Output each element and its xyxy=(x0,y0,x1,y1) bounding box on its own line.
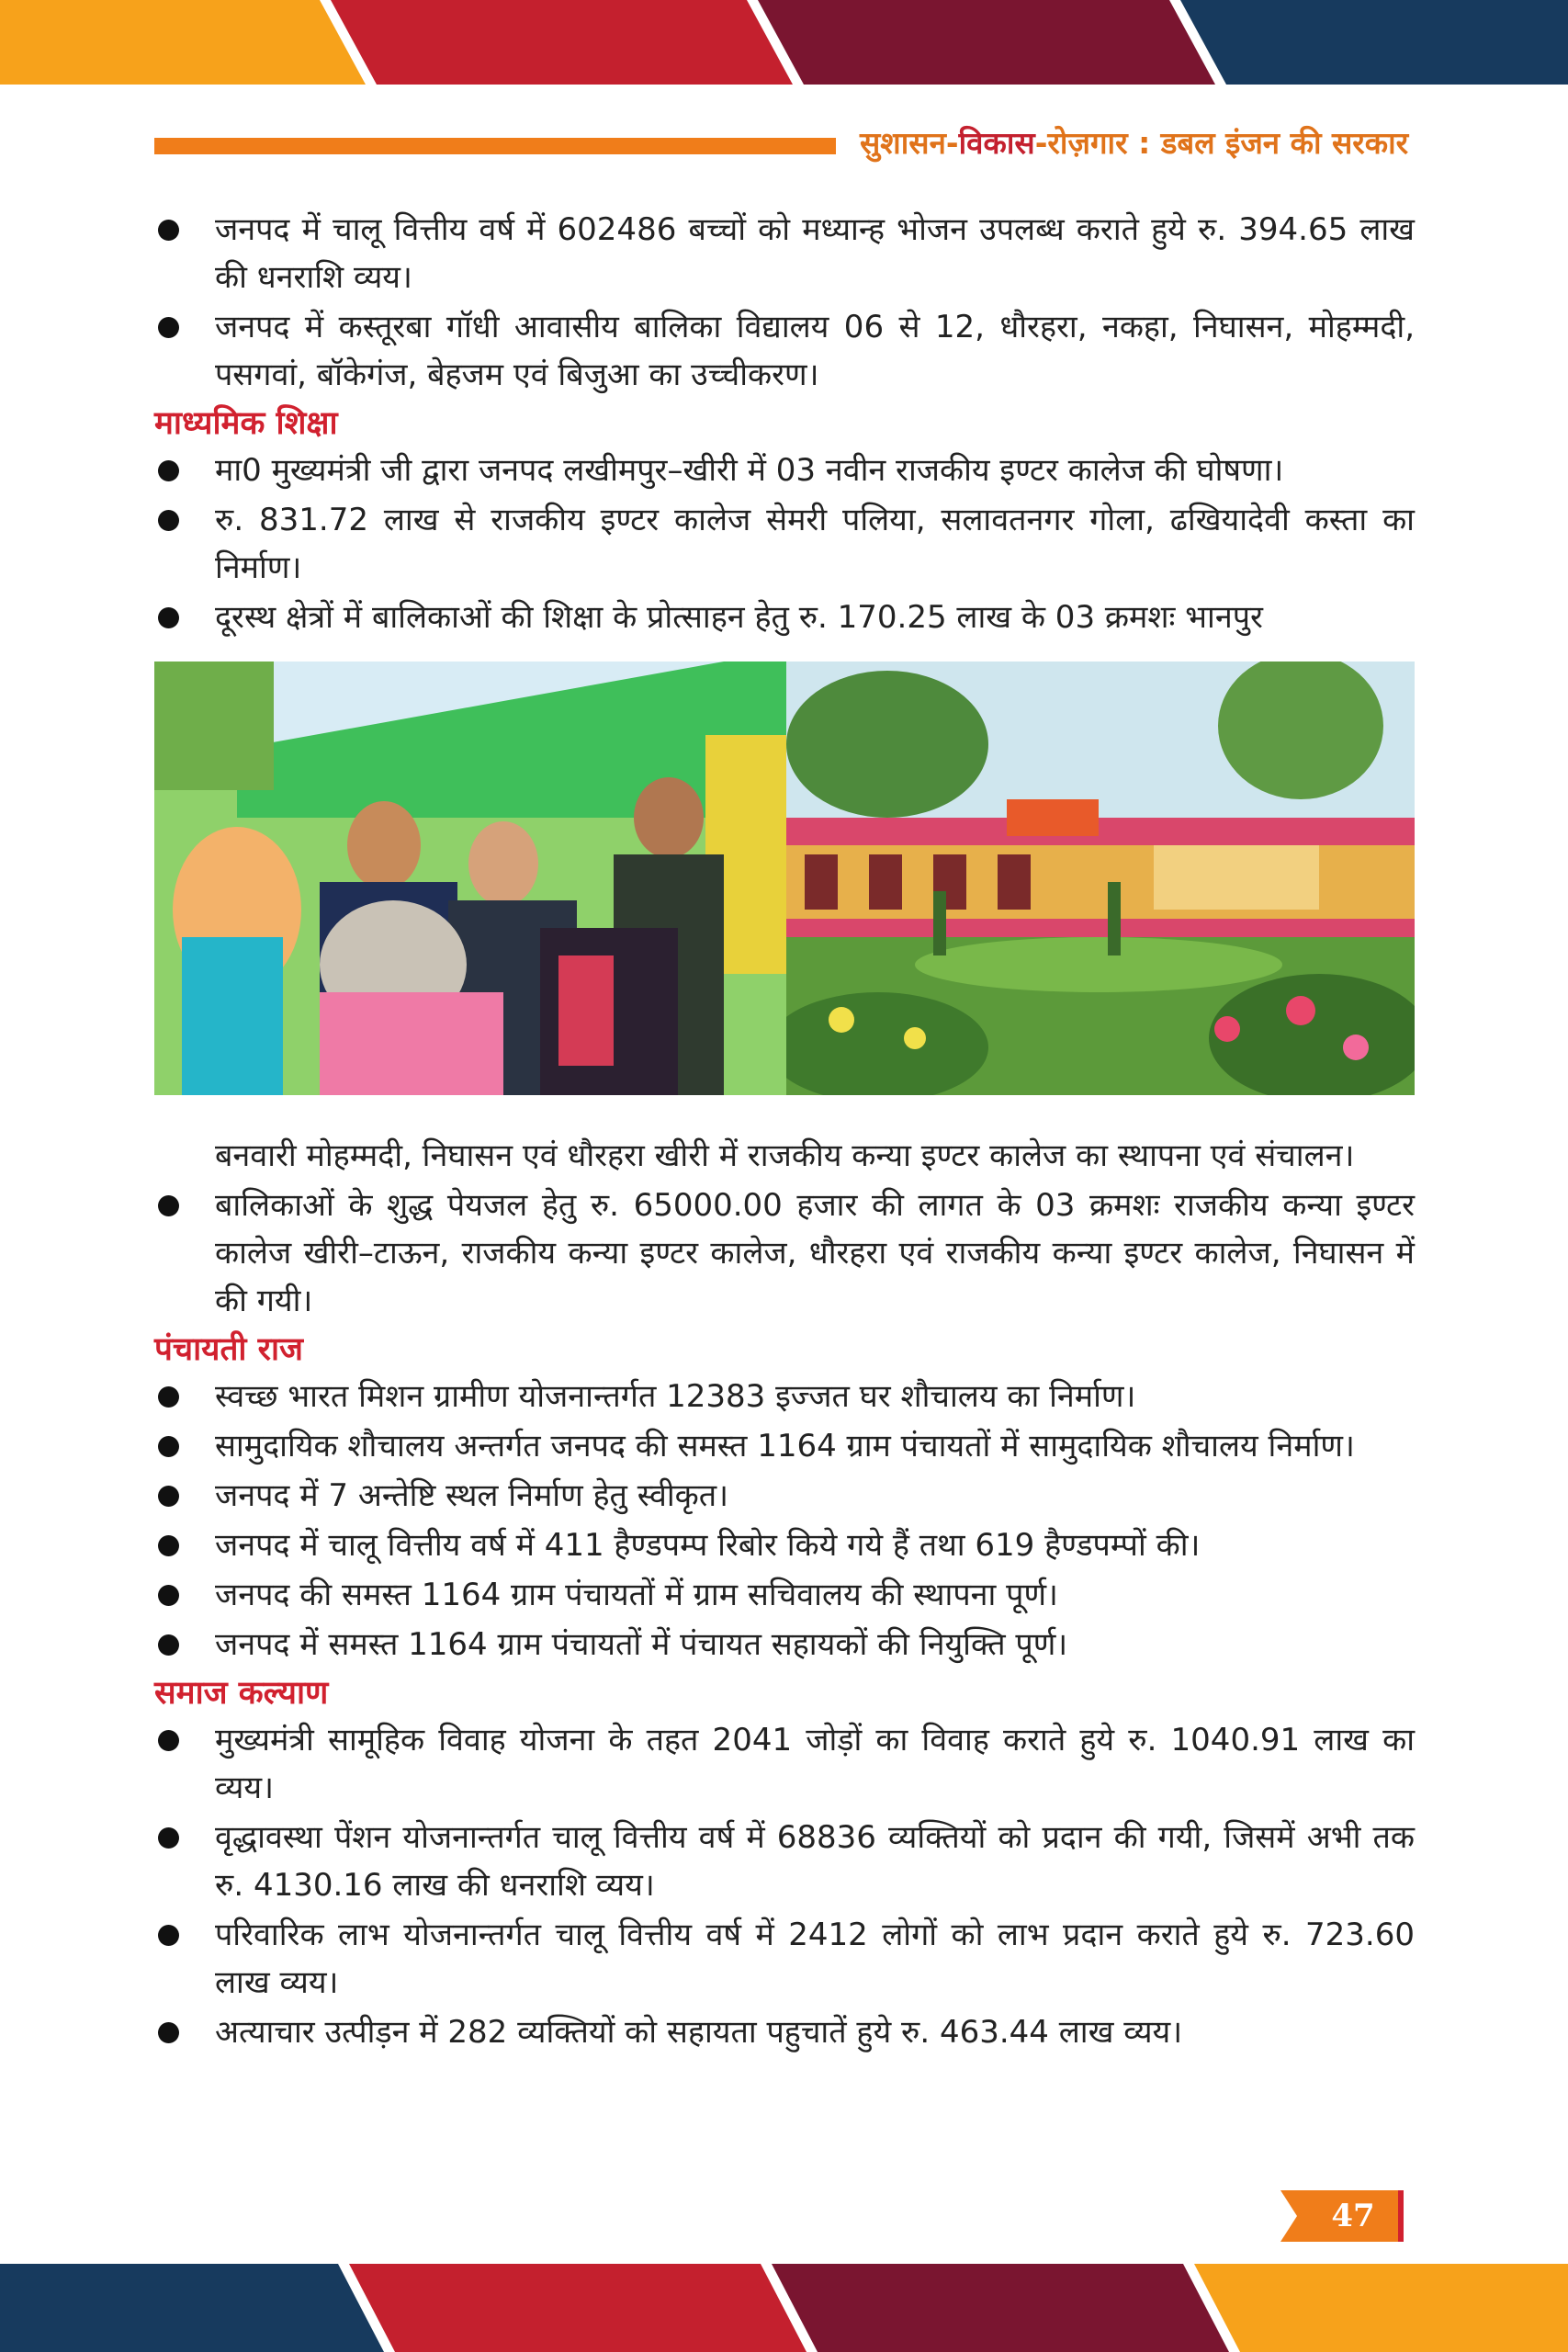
list-item: जनपद में कस्तूरबा गॉधी आवासीय बालिका विद्यालय 06 से 12, धौरहरा, नकहा, निघासन, मोहम्मदी, पसगवां, बॉकेगंज, बेहजम एवं बिजुआ का उच्चीकरण। xyxy=(154,303,1415,399)
page-number-badge xyxy=(1280,2190,1409,2242)
header-title-part3: -रोज़गार : डबल इंजन की सरकार xyxy=(1034,125,1409,161)
bullet-list xyxy=(154,1373,1415,1668)
header-title-part2: विकास xyxy=(958,125,1035,161)
list-item: स्वच्छ भारत मिशन ग्रामीण योजनान्तर्गत 12383 इज्जत घर शौचालय का निर्माण। xyxy=(154,1373,1415,1420)
section-heading-social-welfare: समाज कल्याण xyxy=(154,1675,329,1712)
top-decorative-band xyxy=(0,0,1568,85)
list-item: बालिकाओं के शुद्ध पेयजल हेतु रु. 65000.00 हजार की लागत के 03 क्रमशः राजकीय कन्या इण्टर कालेज खीरी–टाऊन, राजकीय कन्या इण्टर कालेज, धौरहरा एवं राजकीय कन्या इण्टर कालेज, निघासन में की गयी। xyxy=(154,1182,1415,1325)
content-block-top xyxy=(154,206,1415,643)
header-title-part1: सुशासन- xyxy=(860,125,959,161)
photo-strip xyxy=(154,662,1415,1095)
list-item: अत्याचार उत्पीड़न में 282 व्यक्तियों को सहायता पहुचातें हुये रु. 463.44 लाख व्यय। xyxy=(154,2008,1415,2056)
people-gathering-photo xyxy=(154,662,786,1095)
school-garden-photo xyxy=(786,662,1415,1095)
list-item-continuation: बनवारी मोहम्मदी, निघासन एवं धौरहरा खीरी में राजकीय कन्या इण्टर कालेज का स्थापना एवं संचालन। xyxy=(215,1137,1355,1174)
bottom-decorative-band xyxy=(0,2264,1568,2352)
header-title xyxy=(860,123,1411,164)
list-item: जनपद में चालू वित्तीय वर्ष में 411 हैण्डपम्प रिबोर किये गये हैं तथा 619 हैण्डपम्पों की। xyxy=(154,1521,1415,1569)
content-block-bottom xyxy=(154,1132,1415,2058)
list-item: दूरस्थ क्षेत्रों में बालिकाओं की शिक्षा के प्रोत्साहन हेतु रु. 170.25 लाख के 03 क्रमशः भानपुर xyxy=(154,594,1415,641)
list-item: रु. 831.72 लाख से राजकीय इण्टर कालेज सेमरी पलिया, सलावतनगर गोला, ढखियादेवी कस्ता का निर्माण। xyxy=(154,496,1415,592)
section-heading-secondary-education: माध्यमिक शिक्षा xyxy=(154,405,338,442)
list-item: जनपद में चालू वित्तीय वर्ष में 602486 बच्चों को मध्यान्ह भोजन उपलब्ध कराते हुये रु. 394.65 लाख की धनराशि व्यय। xyxy=(154,206,1415,301)
page-number: 47 xyxy=(1331,2198,1375,2234)
list-item: जनपद में 7 अन्तेष्टि स्थल निर्माण हेतु स्वीकृत। xyxy=(154,1472,1415,1520)
list-item: जनपद में समस्त 1164 ग्राम पंचायतों में पंचायत सहायकों की नियुक्ति पूर्ण। xyxy=(154,1621,1415,1668)
list-item: सामुदायिक शौचालय अन्तर्गत जनपद की समस्त 1164 ग्राम पंचायतों में सामुदायिक शौचालय निर्माण। xyxy=(154,1422,1415,1470)
bullet-list xyxy=(154,1182,1415,1325)
list-item: मुख्यमंत्री सामूहिक विवाह योजना के तहत 2041 जोड़ों का विवाह कराते हुये रु. 1040.91 लाख का व्यय। xyxy=(154,1716,1415,1812)
bullet-list xyxy=(154,1716,1415,2056)
bullet-list xyxy=(154,447,1415,641)
list-item: जनपद की समस्त 1164 ग्राम पंचायतों में ग्राम सचिवालय की स्थापना पूर्ण। xyxy=(154,1571,1415,1619)
header-rule xyxy=(154,138,836,154)
list-item: वृद्धावस्था पेंशन योजनान्तर्गत चालू वित्तीय वर्ष में 68836 व्यक्तियों को प्रदान की गयी, जिसमें अभी तक रु. 4130.16 लाख की धनराशि व्यय। xyxy=(154,1814,1415,1909)
section-heading-panchayati-raj: पंचायती राज xyxy=(154,1331,304,1368)
bullet-list xyxy=(154,206,1415,399)
list-item: मा0 मुख्यमंत्री जी द्वारा जनपद लखीमपुर–खीरी में 03 नवीन राजकीय इण्टर कालेज की घोषणा। xyxy=(154,447,1415,494)
list-item: परिवारिक लाभ योजनान्तर्गत चालू वित्तीय वर्ष में 2412 लोगों को लाभ प्रदान कराते हुये रु. 723.60 लाख व्यय। xyxy=(154,1911,1415,2007)
